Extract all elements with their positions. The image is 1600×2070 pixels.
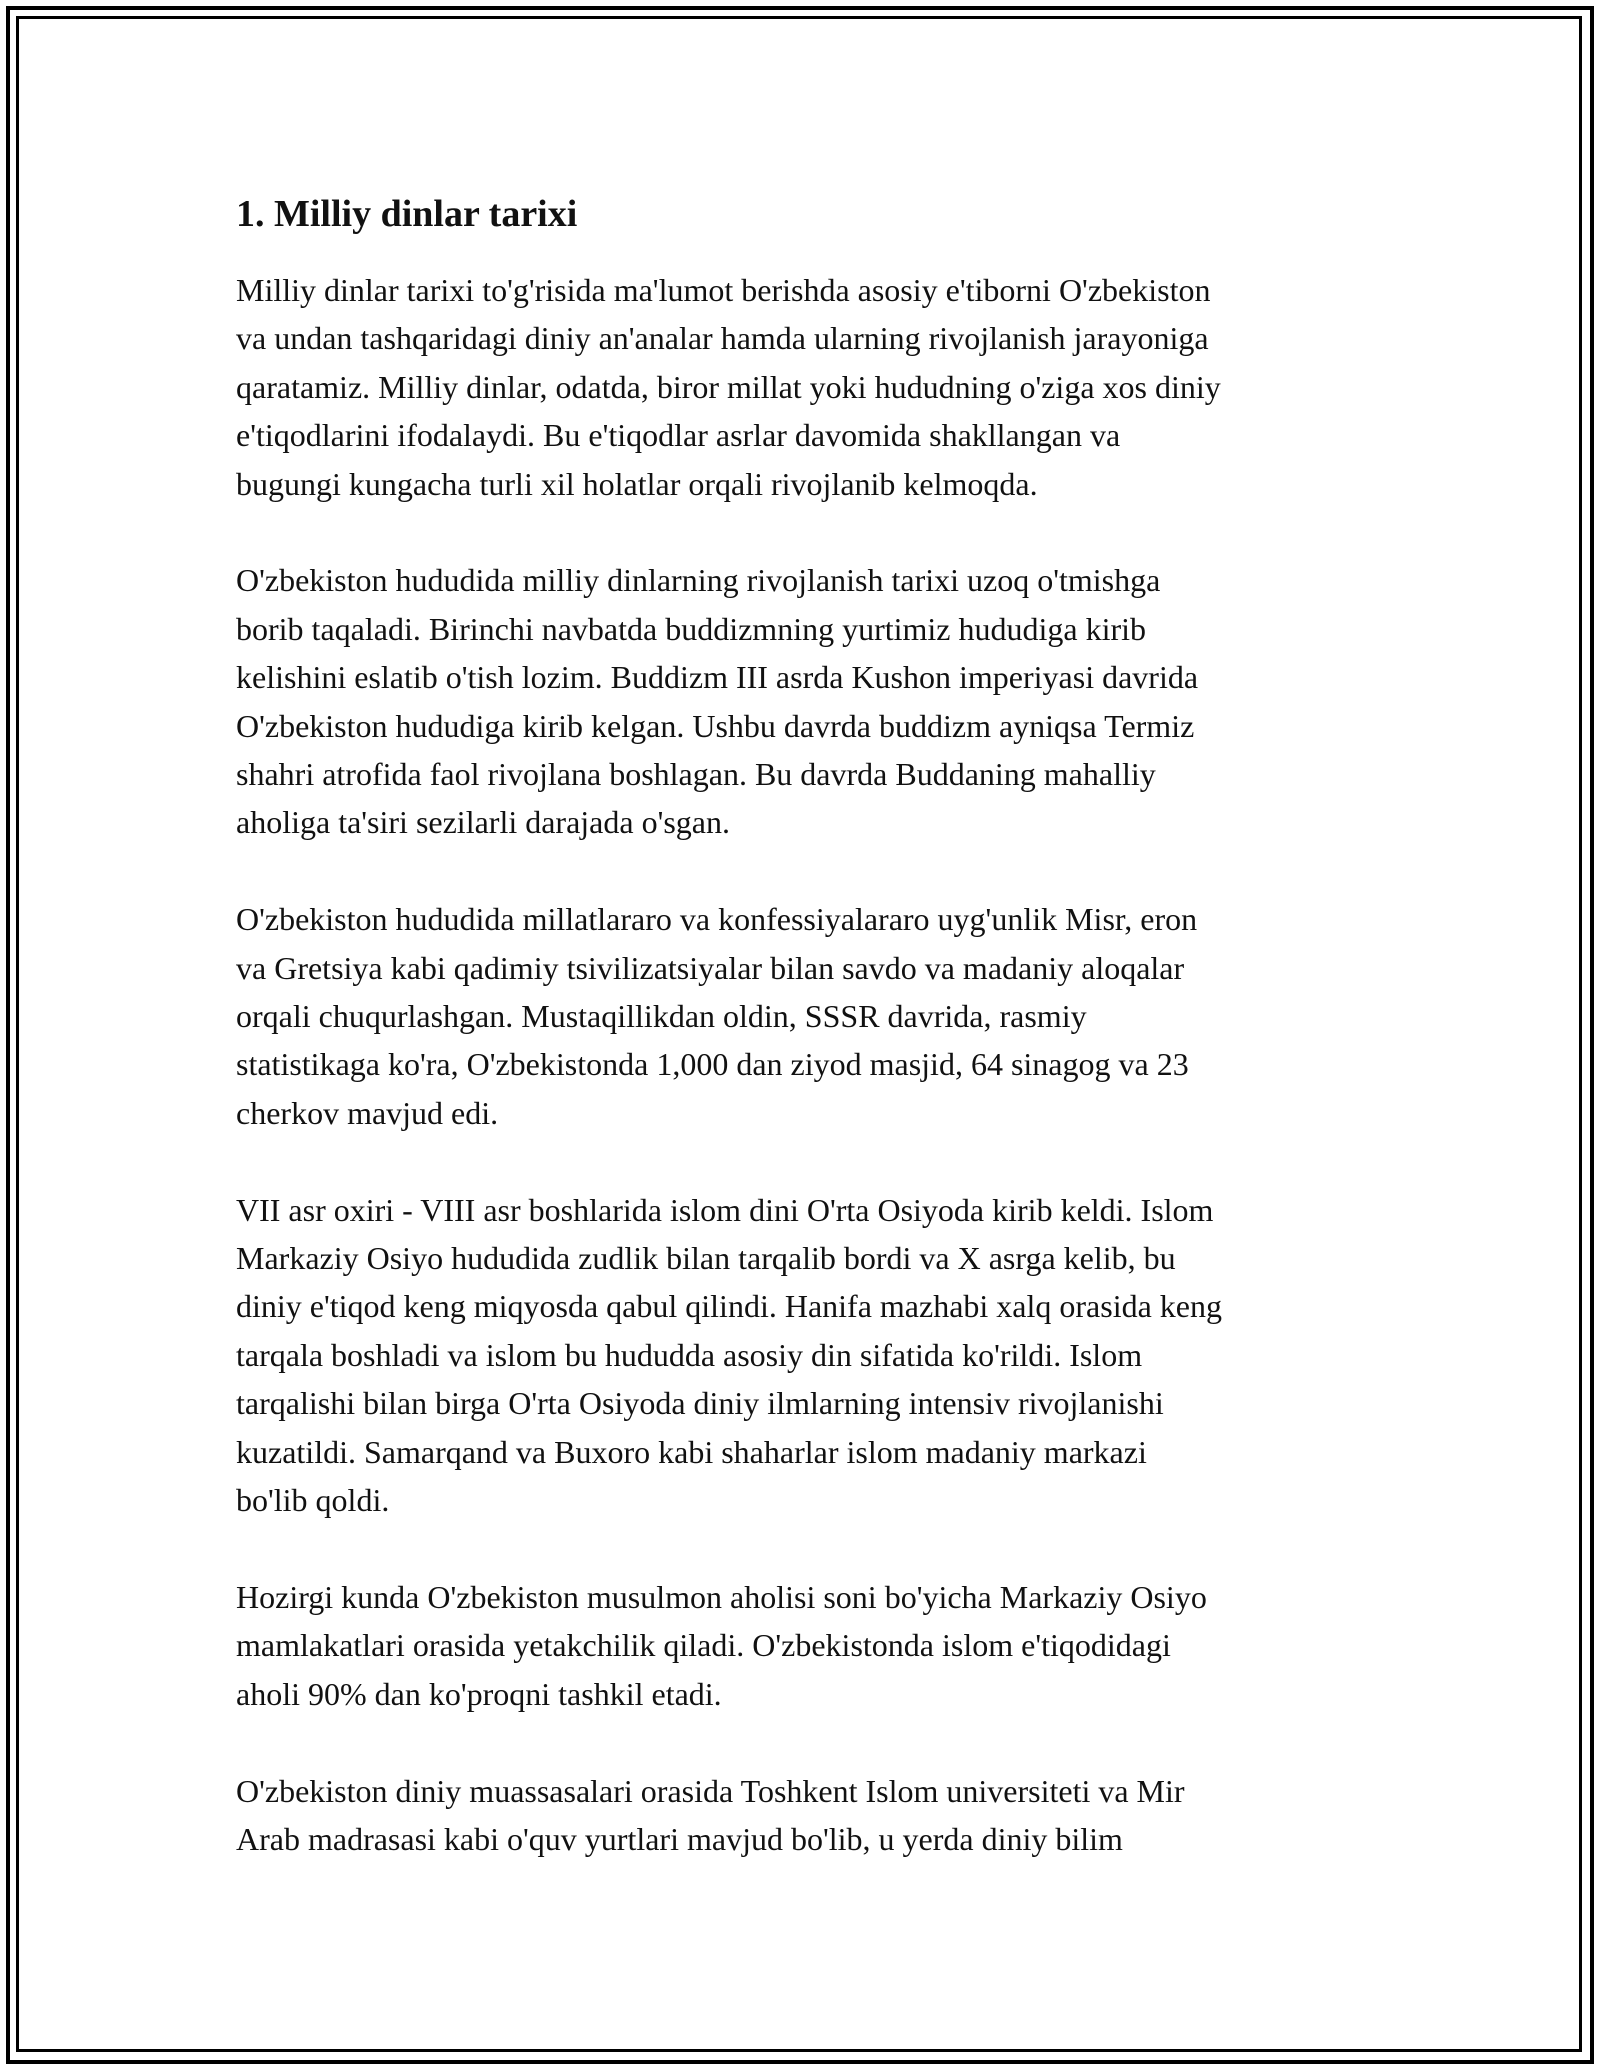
text-line: Markaziy Osiyo hududida zudlik bilan tarqalib bordi va X asrga kelib, bu bbox=[236, 1240, 1176, 1277]
text-line: va Gretsiya kabi qadimiy tsivilizatsiyalar bilan savdo va madaniy aloqalar bbox=[236, 949, 1185, 986]
text-line: aholi 90% dan ko'proqni tashkil etadi. bbox=[236, 1675, 722, 1712]
paragraph-islam bbox=[236, 1186, 1376, 1525]
text-line: Milliy dinlar tarixi to'g'risida ma'lumot berishda asosiy e'tiborni O'zbekiston bbox=[236, 272, 1211, 308]
text-line: cherkov mavjud edi. bbox=[236, 1094, 499, 1131]
text-line: kelishini eslatib o'tish lozim. Buddizm III asrda Kushon imperiyasi davrida bbox=[236, 659, 1199, 696]
text-line: diniy e'tiqod keng miqyosda qabul qilindi. Hanifa mazhabi xalq orasida keng bbox=[236, 1288, 1222, 1325]
text-line: bo'lib qoldi. bbox=[236, 1482, 390, 1519]
text-line: VII asr oxiri - VIII asr boshlarida islom dini O'rta Osiyoda kirib keldi. Islom bbox=[236, 1191, 1214, 1228]
text-line: tarqala boshladi va islom bu hududda asosiy din sifatida ko'rildi. Islom bbox=[236, 1336, 1143, 1373]
text-line: O'zbekiston hududida millatlararo va konfessiyalararo uyg'unlik Misr, eron bbox=[236, 901, 1198, 938]
text-line: mamlakatlari orasida yetakchilik qiladi. O'zbekistonda islom e'tiqodidagi bbox=[236, 1627, 1171, 1664]
text-line: Arab madrasasi kabi o'quv yurtlari mavjud bo'lib, u yerda diniy bilim bbox=[236, 1820, 1123, 1857]
paragraph-intro bbox=[236, 266, 1376, 508]
paragraph-population bbox=[236, 1573, 1376, 1718]
text-line: aholiga ta'siri sezilarli darajada o'sgan. bbox=[236, 804, 730, 841]
text-line: tarqalishi bilan birga O'rta Osiyoda diniy ilmlarning intensiv rivojlanishi bbox=[236, 1385, 1164, 1422]
text-line: shahri atrofida faol rivojlana boshlagan. Bu davrda Buddaning mahalliy bbox=[236, 756, 1156, 793]
text-line: orqali chuqurlashgan. Mustaqillikdan oldin, SSSR davrida, rasmiy bbox=[236, 998, 1087, 1035]
text-line: kuzatildi. Samarqand va Buxoro kabi shaharlar islom madaniy markazi bbox=[236, 1433, 1147, 1470]
text-line: qaratamiz. Milliy dinlar, odatda, biror millat yoki hududning o'ziga xos diniy bbox=[236, 368, 1221, 405]
text-line: Hozirgi kunda O'zbekiston musulmon aholisi soni bo'yicha Markaziy Osiyo bbox=[236, 1578, 1207, 1615]
text-line: O'zbekiston hududida milliy dinlarning rivojlanish tarixi uzoq o'tmishga bbox=[236, 562, 1161, 599]
paragraph-institutions bbox=[236, 1767, 1376, 1864]
text-line: statistikaga ko'ra, O'zbekistonda 1,000 dan ziyod masjid, 64 sinagog va 23 bbox=[236, 1046, 1189, 1083]
text-line: bugungi kungacha turli xil holatlar orqali rivojlanib kelmoqda. bbox=[236, 465, 1038, 502]
paragraph-buddhism bbox=[236, 556, 1376, 846]
text-line: va undan tashqaridagi diniy an'analar hamda ularning rivojlanish jarayoniga bbox=[236, 320, 1209, 357]
document-body bbox=[236, 188, 1376, 1912]
paragraph-interfaith bbox=[236, 895, 1376, 1137]
text-line: O'zbekiston hududiga kirib kelgan. Ushbu davrda buddizm ayniqsa Termiz bbox=[236, 707, 1195, 744]
text-line: e'tiqodlarini ifodalaydi. Bu e'tiqodlar asrlar davomida shakllangan va bbox=[236, 417, 1121, 454]
text-line: O'zbekiston diniy muassasalari orasida Toshkent Islom universiteti va Mir bbox=[236, 1772, 1185, 1809]
section-title: 1. Milliy dinlar tarixi bbox=[236, 193, 578, 235]
text-line: borib taqaladi. Birinchi navbatda buddizmning yurtimiz hududiga kirib bbox=[236, 610, 1147, 647]
